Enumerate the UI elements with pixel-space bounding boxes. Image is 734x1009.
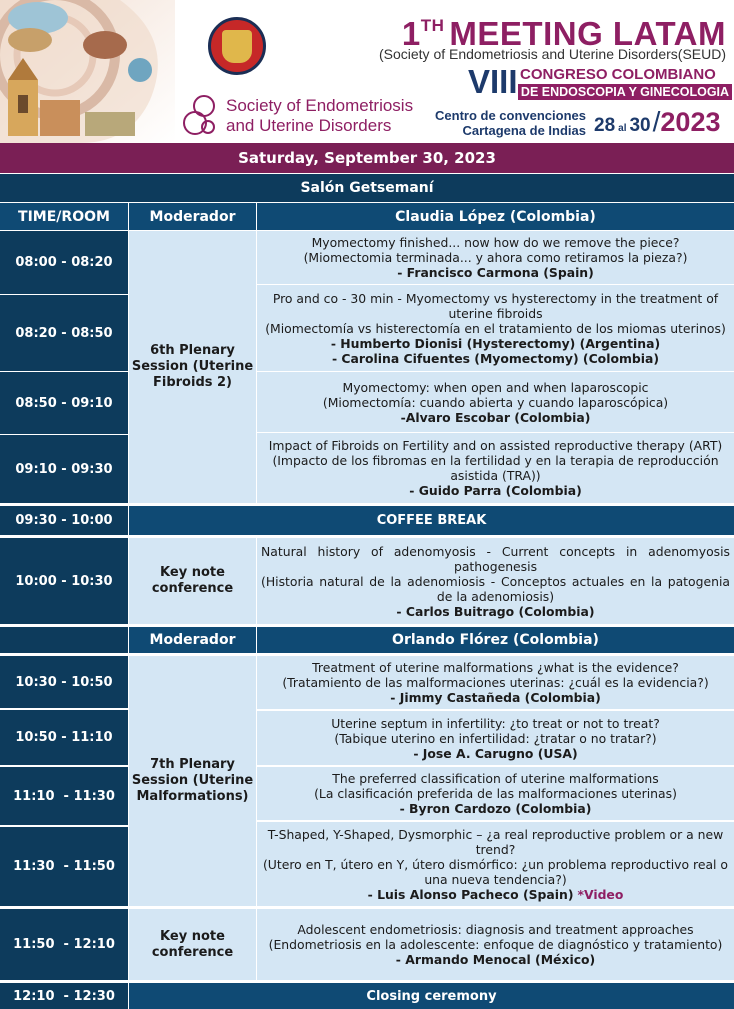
talk-item xyxy=(257,822,734,906)
time-slot: 11:10 - 11:30 xyxy=(0,767,128,825)
talk-title-es: (Tratamiento de las malformaciones uterinas: ¿cuál es la evidencia?) xyxy=(282,675,709,690)
date-year: 2023 xyxy=(660,107,721,137)
talk-speaker: - Carlos Buitrago (Colombia) xyxy=(396,603,595,619)
society-name-line1: Society of Endometriosis xyxy=(226,96,414,115)
closing-time: 12:10 - 12:30 xyxy=(0,983,128,1009)
date-to: 30 xyxy=(629,115,651,136)
talk-title: Pro and co - 30 min - Myomectomy vs hysterectomy in the treatment of uterine fibroids xyxy=(272,290,719,321)
event-dates xyxy=(594,106,720,138)
date-slash: / xyxy=(652,106,661,137)
talk-title: Uterine septum in infertility: ¿to treat or not to treat? xyxy=(331,715,660,731)
talk-item xyxy=(257,909,734,980)
talk-item xyxy=(257,231,734,284)
keynote-label: Key note conference xyxy=(129,909,256,980)
talk-speaker: - Francisco Carmona (Spain) xyxy=(397,265,594,280)
talk-title: The preferred classification of uterine malformations xyxy=(332,771,659,786)
cartagena-decoration-image xyxy=(0,0,175,143)
venue-line2: Cartagena de Indias xyxy=(462,123,586,138)
talk-item xyxy=(257,538,734,624)
meeting-title-text: MEETING LATAM xyxy=(449,15,726,52)
congress-subtitle: DE ENDOSCOPIA Y GINECOLOGIA xyxy=(518,84,732,100)
talk-item xyxy=(257,656,734,709)
meeting-number: 1 xyxy=(401,15,421,52)
talk-title: Myomectomy: when open and when laparoscopic xyxy=(342,379,649,395)
talk-item xyxy=(257,285,734,371)
talk-title-es: (Miomectomía: cuando abierta y cuando laparoscópica) xyxy=(322,394,669,410)
date-from: 28 xyxy=(594,115,616,136)
talk-title-es: (Miomectomía vs histerectomía en el tratamiento de los miomas uterinos) xyxy=(265,320,726,336)
time-slot: 11:50 - 12:10 xyxy=(0,909,128,980)
talk-title-es: (La clasificación preferida de las malformaciones uterinas) xyxy=(314,786,677,801)
talk-title-es: (Utero en T, útero en Y, útero dismórfico: ¿un problema reproductivo real o una nueva tendencia?) xyxy=(262,856,729,887)
moderator-label-header: Moderador xyxy=(129,203,256,230)
talk-item xyxy=(257,767,734,820)
venue xyxy=(424,108,586,138)
talk-title-es: (Endometriosis en la adolescente: enfoque de diagnóstico y tratamiento) xyxy=(268,937,723,952)
talk-speaker: -Alvaro Escobar (Colombia) xyxy=(400,409,591,425)
page-header xyxy=(0,0,734,143)
talk-title: Myomectomy finished... now how do we remove the piece? xyxy=(311,235,680,250)
talk-speaker: - Armando Menocal (México) xyxy=(395,952,596,967)
coffee-time: 09:30 - 10:00 xyxy=(0,506,128,535)
coffee-break-banner: COFFEE BREAK xyxy=(129,506,734,535)
talk-speaker: - Carolina Cifuentes (Myomectomy) (Colombia) xyxy=(331,350,660,366)
moderator2-label: Moderador xyxy=(129,627,256,653)
colombian-federation-seal-logo xyxy=(208,17,266,75)
society-name-line2: and Uterine Disorders xyxy=(226,116,392,135)
moderator-name-header: Claudia López (Colombia) xyxy=(257,203,734,230)
talk-title: Impact of Fibroids on Fertility and on assisted reproductive therapy (ART) xyxy=(268,438,723,453)
time-slot: 10:00 - 10:30 xyxy=(0,538,128,624)
talk-title-es: (Impacto de los fibromas en la fertilidad y en la terapia de reproducción asistida (TRA)) xyxy=(272,453,719,483)
talk-title: Adolescent endometriosis: diagnosis and treatment approaches xyxy=(297,922,694,937)
venue-line1: Centro de convenciones xyxy=(435,108,586,123)
closing-ceremony-banner: Closing ceremony xyxy=(129,983,734,1009)
day-banner: Saturday, September 30, 2023 xyxy=(0,143,734,173)
time-slot: 08:50 - 09:10 xyxy=(0,372,128,434)
talk-title-es: (Miomectomia terminada... y ahora como retiramos la pieza?) xyxy=(303,250,688,265)
meeting-number-suffix: TH xyxy=(420,16,445,35)
time-slot: 10:50 - 11:10 xyxy=(0,710,128,765)
time-slot: 11:30 - 11:50 xyxy=(0,827,128,906)
talk-speaker: - Guido Parra (Colombia) xyxy=(409,483,582,498)
congress-title: CONGRESO COLOMBIANO xyxy=(520,66,716,83)
keynote-label: Key note conference xyxy=(129,538,256,624)
talk-item xyxy=(257,372,734,432)
talk-title: Natural history of adenomyosis - Current concepts in adenomyosis pathogenesis xyxy=(261,543,730,574)
room-banner: Salón Getsemaní xyxy=(0,174,734,202)
talk-speaker: - Byron Cardozo (Colombia) xyxy=(399,801,592,816)
time-slot: 08:20 - 08:50 xyxy=(0,295,128,371)
session-7th-plenary: 7th Plenary Session (Uterine Malformations) xyxy=(129,656,256,906)
moderator2-spacer xyxy=(0,627,128,653)
time-room-header: TIME/ROOM xyxy=(0,203,128,230)
time-slot: 09:10 - 09:30 xyxy=(0,435,128,503)
video-tag: *Video xyxy=(577,886,624,902)
time-slot: 10:30 - 10:50 xyxy=(0,656,128,708)
talk-title-es: (Historia natural de la adenomiosis - Conceptos actuales en la patogenia de la adenomiosis) xyxy=(261,573,730,604)
talk-speaker: - Jimmy Castañeda (Colombia) xyxy=(390,690,601,705)
session-6th-plenary: 6th Plenary Session (Uterine Fibroids 2) xyxy=(129,231,256,503)
moderator2-name: Orlando Flórez (Colombia) xyxy=(257,627,734,653)
congress-roman-numeral: VIII xyxy=(468,63,518,100)
date-al: al xyxy=(618,123,627,134)
talk-speaker: - Jose A. Carugno (USA) xyxy=(413,745,578,761)
meeting-subtitle: (Society of Endometriosis and Uterine Disorders(SEUD) xyxy=(378,46,726,62)
time-slot: 08:00 - 08:20 xyxy=(0,231,128,294)
talk-speaker: - Luis Alonso Pacheco (Spain) xyxy=(367,886,574,902)
talk-title-es: (Tabique uterino en infertilidad: ¿tratar o no tratar?) xyxy=(334,730,657,746)
talk-title: T-Shaped, Y-Shaped, Dysmorphic – ¿a real reproductive problem or a new trend? xyxy=(267,826,724,857)
talk-speaker: - Humberto Dionisi (Hysterectomy) (Argentina) xyxy=(330,335,661,351)
talk-title: Treatment of uterine malformations ¿what is the evidence? xyxy=(312,660,679,675)
seud-logo-icon xyxy=(180,93,222,137)
talk-item xyxy=(257,433,734,503)
society-name xyxy=(226,96,413,136)
talk-item xyxy=(257,711,734,765)
